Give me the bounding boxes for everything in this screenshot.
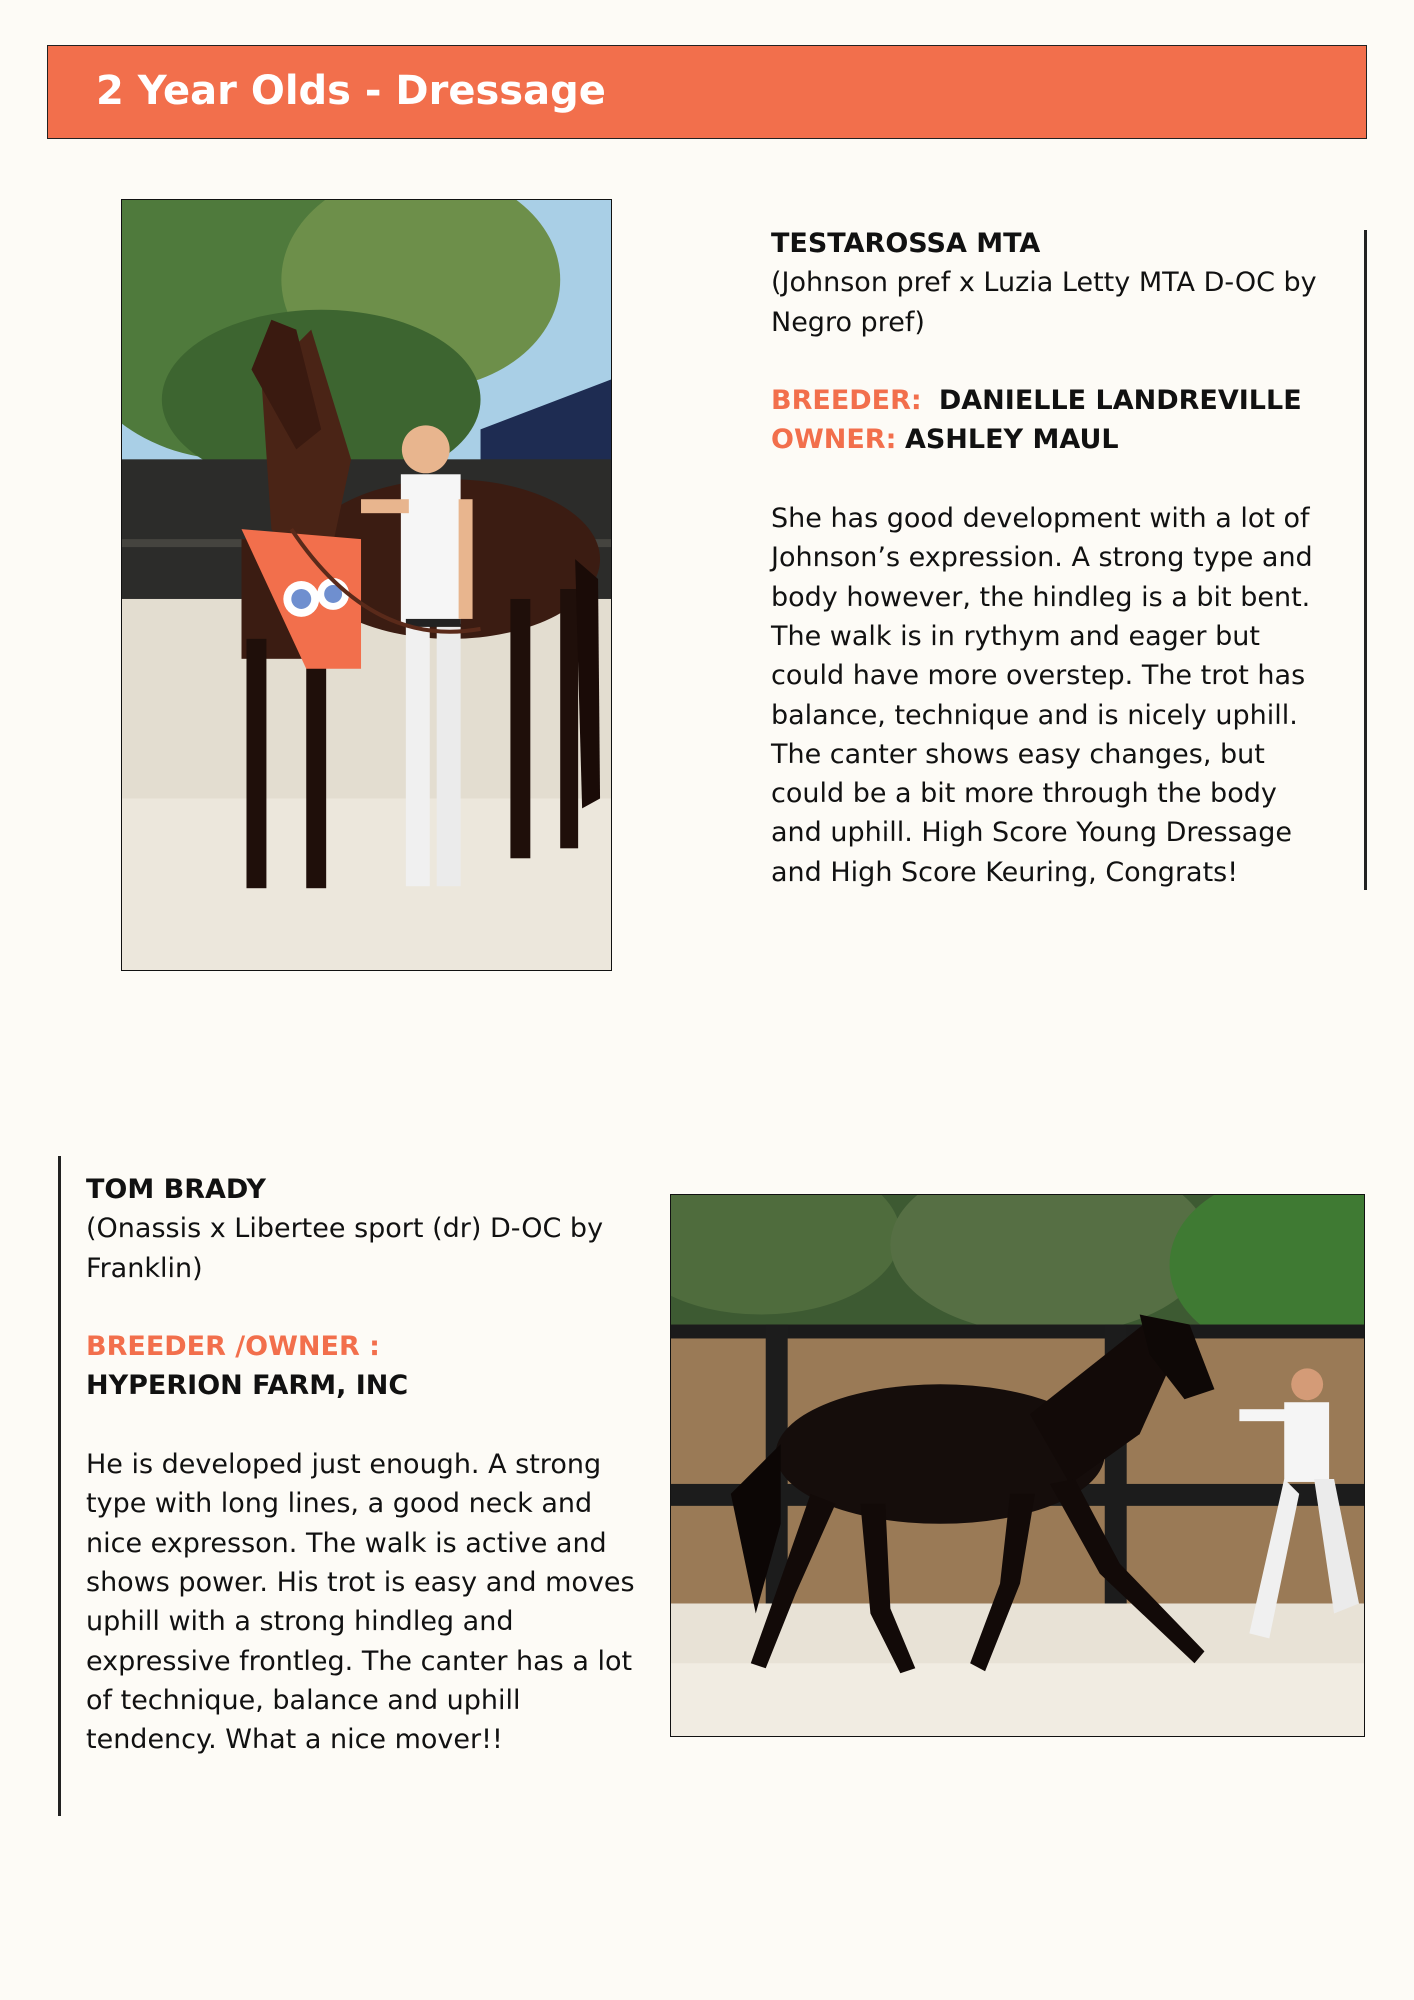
- horse-name: TESTAROSSA MTA: [771, 228, 1041, 259]
- horse-name: TOM BRADY: [86, 1174, 266, 1205]
- owner-line: [771, 420, 1331, 459]
- breeder-owner-label: BREEDER /OWNER :: [86, 1331, 380, 1363]
- owner-label: OWNER:: [771, 424, 897, 456]
- divider-line: [1364, 230, 1367, 890]
- section-header: [47, 45, 1367, 139]
- breeder-value: DANIELLE LANDREVILLE: [938, 385, 1302, 417]
- breeder-line: [771, 381, 1331, 420]
- owner-value: ASHLEY MAUL: [904, 424, 1119, 456]
- divider-line: [58, 1156, 61, 1816]
- breeder-label: BREEDER:: [771, 385, 922, 417]
- entry-tom-brady: [86, 1170, 646, 1759]
- pedigree: (Johnson pref x Luzia Letty MTA D-OC by Negro pref): [771, 267, 1317, 338]
- description: He is developed just enough. A strong type with long lines, a good neck and nice expresson. The walk is active and shows power. His trot is easy and moves uphill with a strong hindleg and expressive frontleg. The canter has a lot of technique, balance and uphill tendency. What a nice mover!!: [86, 1449, 635, 1756]
- horse-photo-testarossa: [121, 199, 612, 971]
- entry-testarossa: [771, 224, 1331, 892]
- pedigree: (Onassis x Libertee sport (dr) D-OC by Franklin): [86, 1213, 604, 1284]
- page-title: 2 Year Olds - Dressage: [96, 68, 606, 114]
- horse-photo-tom-brady: [670, 1194, 1365, 1737]
- description: She has good development with a lot of Johnson’s expression. A strong type and body however, the hindleg is a bit bent. The walk is in rythym and eager but could have more overstep. The trot has balance, technique and is nicely uphill. The canter shows easy changes, but could be a bit more through the body and uphill. High Score Young Dressage and High Score Keuring, Congrats!: [771, 503, 1313, 888]
- breeder-owner-value: HYPERION FARM, INC: [86, 1370, 409, 1402]
